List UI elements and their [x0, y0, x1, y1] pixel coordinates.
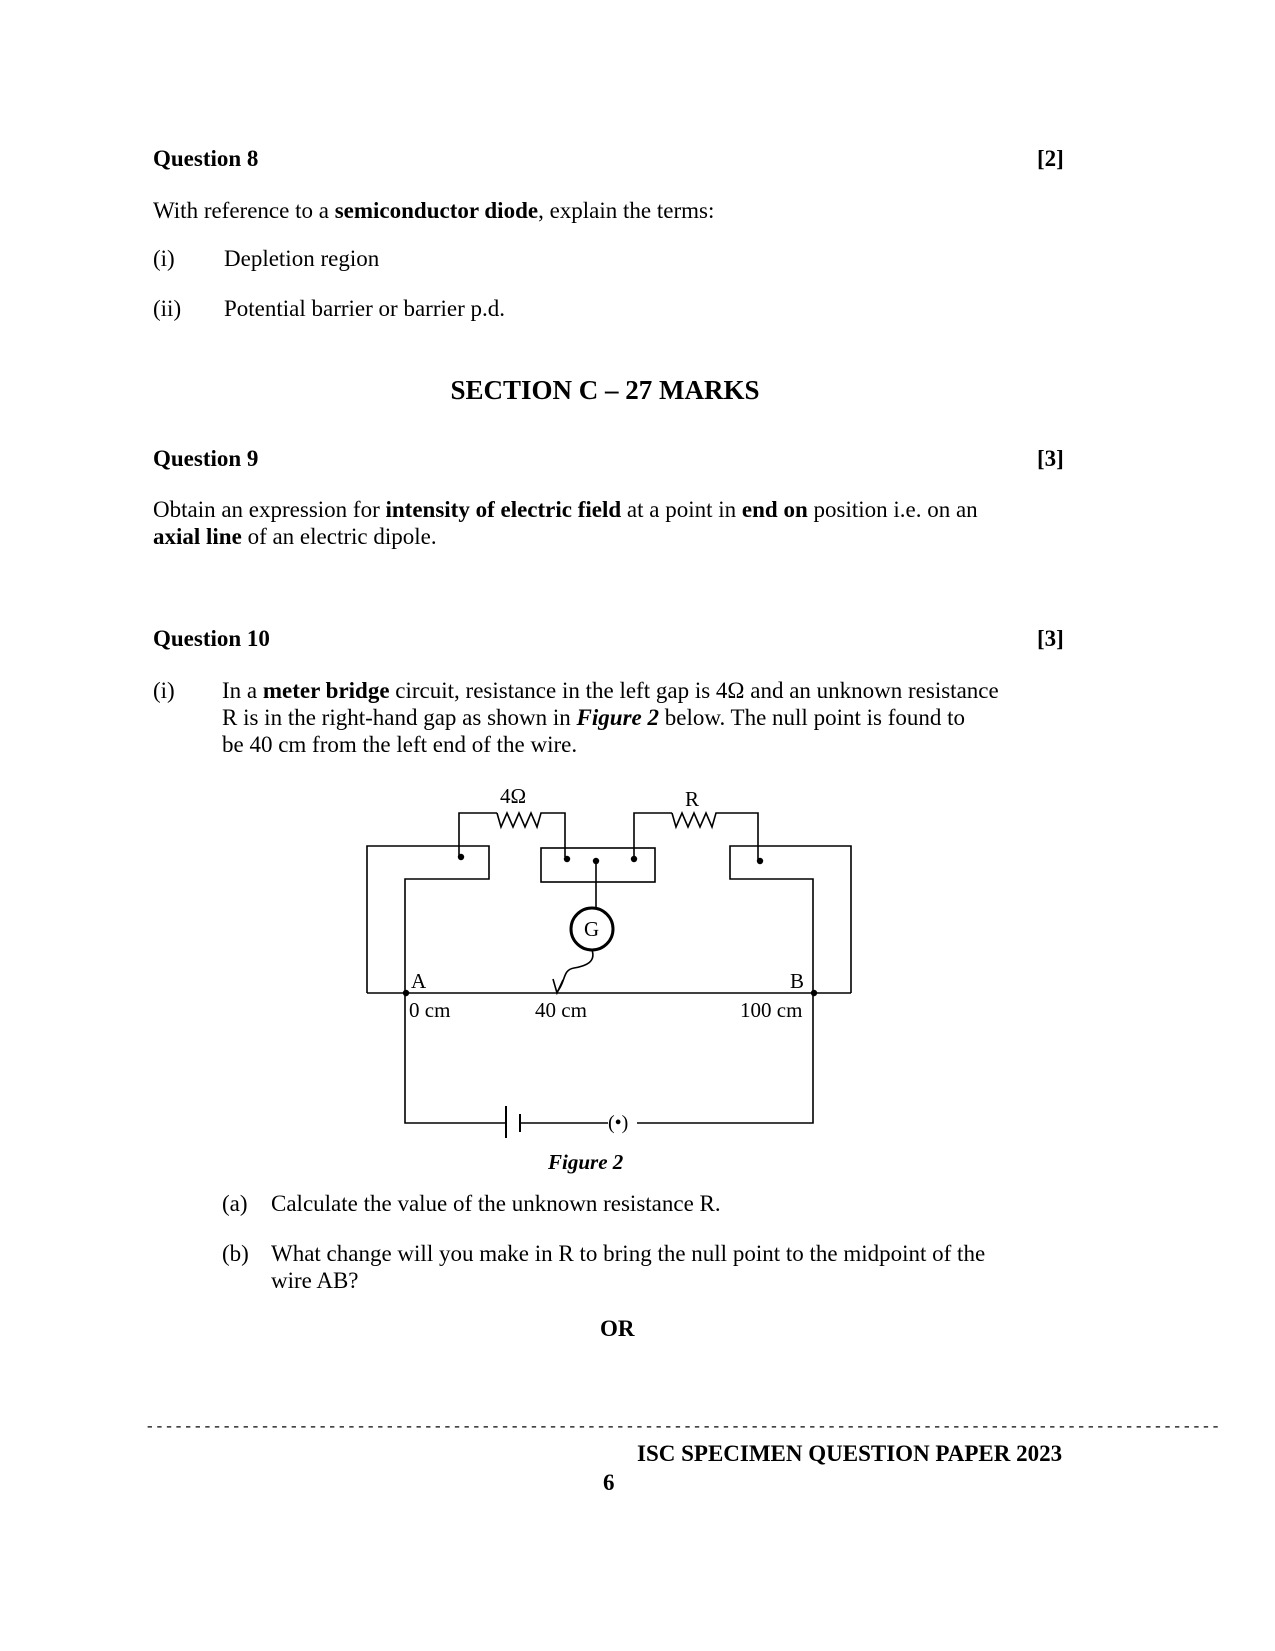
section-heading: SECTION C – 27 MARKS — [450, 375, 760, 405]
sub-part-number: (a) — [222, 1191, 248, 1216]
galvanometer-label: G — [584, 917, 600, 941]
left-resistor-lead — [459, 813, 497, 857]
sub-part-text: What change will you make in R to bring the null point to the midpoint of the — [271, 1241, 986, 1266]
terminal-dot — [757, 858, 763, 864]
sub-part-text-continued: wire AB? — [271, 1268, 359, 1293]
footer-separator: ---------------------------------------------------------------------------------------------------------------- — [145, 1418, 1221, 1436]
question-8-title: Question 8 — [153, 146, 259, 171]
right-resistor-lead — [634, 813, 672, 857]
left-resistor-label: 4Ω — [500, 784, 527, 808]
footer-paper-title: ISC SPECIMEN QUESTION PAPER 2023 — [637, 1441, 1063, 1466]
question-10-text: R is in the right-hand gap as shown in — [222, 705, 577, 730]
question-8-item-text: Depletion region — [224, 246, 380, 271]
question-10-bold: meter bridge — [262, 678, 390, 703]
question-8-intro-text: With reference to a — [153, 198, 335, 223]
question-10-title: Question 10 — [153, 626, 270, 651]
sub-part-number: (b) — [222, 1241, 249, 1266]
question-9-bold: intensity of electric field — [385, 497, 622, 522]
question-10-marks: [3] — [1037, 626, 1064, 651]
left-resistor — [497, 813, 565, 857]
sub-part-text: Calculate the value of the unknown resistance R. — [271, 1191, 721, 1216]
question-10-text: below. The null point is found to — [658, 705, 965, 730]
terminal-dot — [811, 990, 817, 996]
scale-label-40: 40 cm — [535, 998, 587, 1022]
page-number: 6 — [603, 1470, 615, 1495]
question-10-line-3: be 40 cm from the left end of the wire. — [222, 732, 578, 757]
scale-label-100: 100 cm — [740, 998, 803, 1022]
question-8-item-number: (i) — [153, 246, 175, 271]
right-resistor-label: R — [685, 787, 700, 811]
question-8-item-text: Potential barrier or barrier p.d. — [224, 296, 505, 321]
question-9-bold: end on — [741, 497, 808, 522]
terminal-dot — [564, 856, 570, 862]
question-10-text: In a — [222, 678, 263, 703]
terminal-dot — [403, 990, 409, 996]
question-9-text: position i.e. on an — [807, 497, 978, 522]
key-symbol: (•) — [608, 1112, 629, 1134]
scale-label-0: 0 cm — [409, 998, 451, 1022]
terminal-dot — [593, 858, 599, 864]
terminal-dot — [631, 856, 637, 862]
or-separator: OR — [600, 1316, 635, 1341]
point-a-label: A — [411, 969, 427, 993]
question-9-text: Obtain an expression for — [153, 497, 386, 522]
jockey-wire — [557, 950, 593, 992]
question-9-bold: axial line — [153, 524, 242, 549]
question-8-item-number: (ii) — [153, 296, 182, 321]
question-9-text: at a point in — [621, 497, 742, 522]
question-9-text: of an electric dipole. — [241, 524, 437, 549]
question-10-part-number: (i) — [153, 678, 175, 703]
question-8-intro-bold: semiconductor diode — [334, 198, 539, 223]
point-b-label: B — [790, 969, 805, 993]
middle-strip — [541, 848, 655, 882]
right-resistor — [672, 813, 758, 860]
terminal-dot — [458, 854, 464, 860]
question-10-text: circuit, resistance in the left gap is 4Ω and an unknown resistance — [389, 678, 999, 703]
figure-reference: Figure 2 — [576, 705, 659, 730]
question-8-intro-end: , explain the terms: — [538, 198, 715, 223]
figure-caption: Figure 2 — [548, 1150, 624, 1174]
question-9-marks: [3] — [1037, 446, 1064, 471]
left-gap-strip — [367, 846, 489, 993]
question-8-marks: [2] — [1037, 146, 1064, 171]
question-9-title: Question 9 — [153, 446, 259, 471]
